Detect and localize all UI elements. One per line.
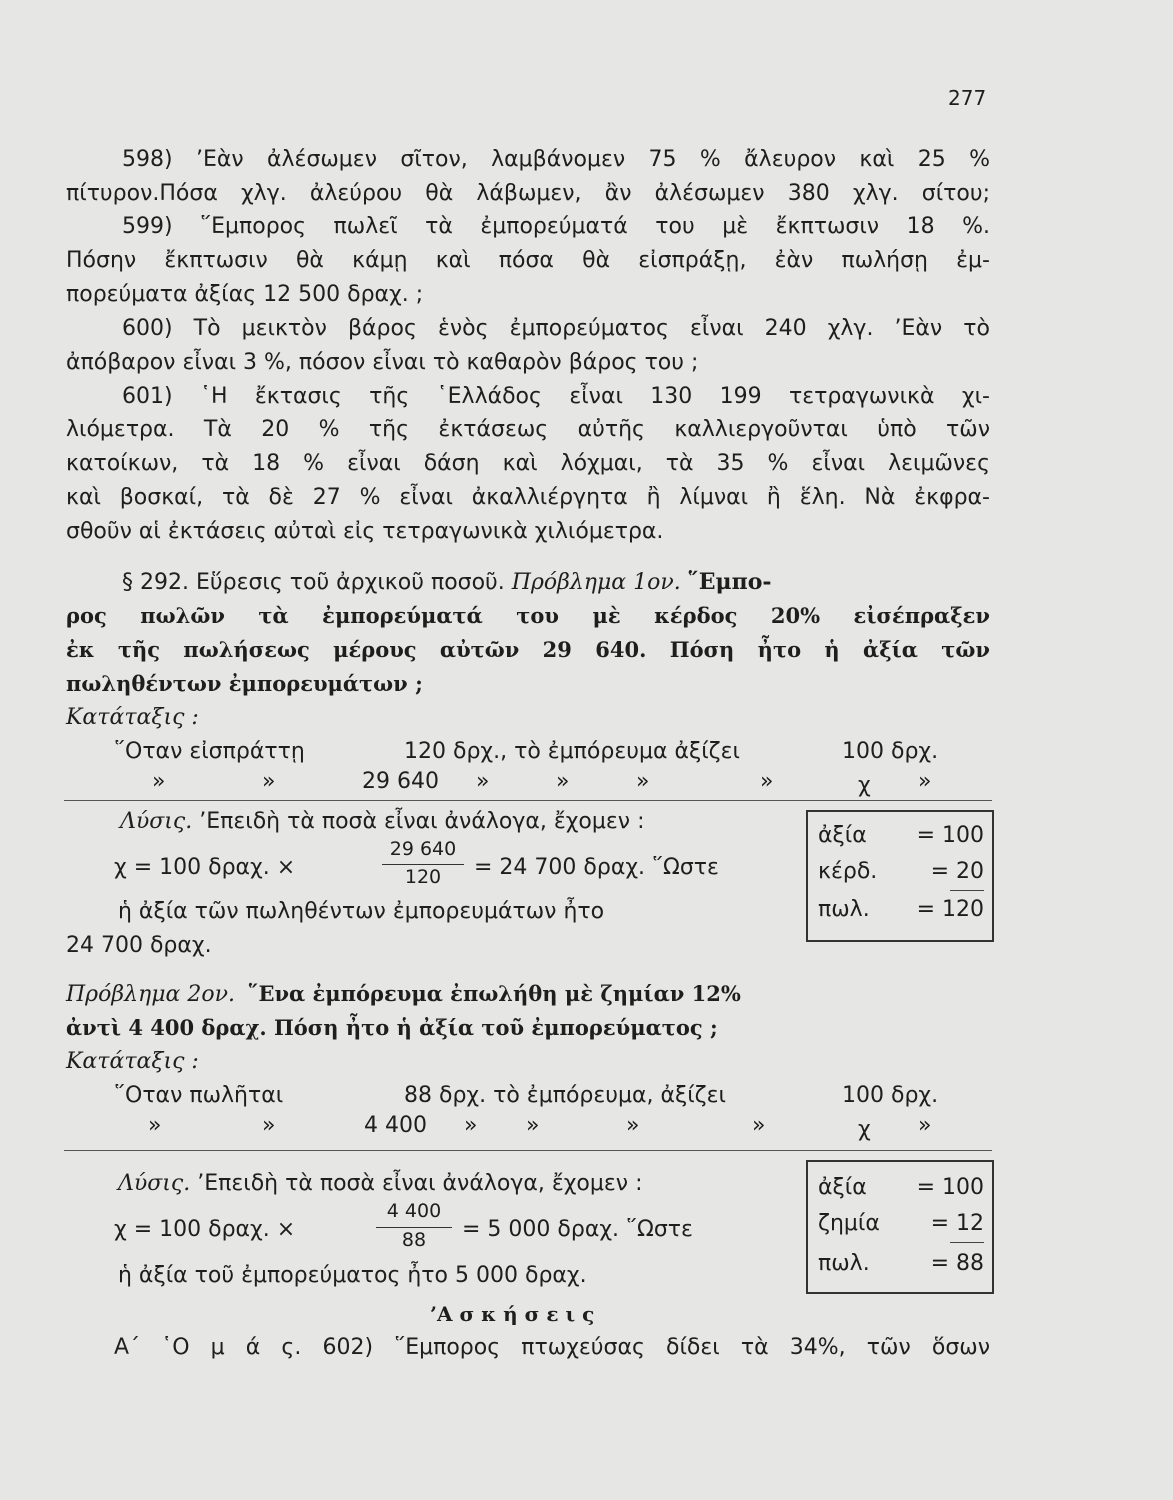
problem-1-lysis-line: [120, 806, 644, 838]
problem-1-label: Πρόβλημα 1ον.: [511, 570, 681, 595]
problem-2-fraction-bar: [376, 1227, 452, 1228]
exercise-601-line-5: σθοῦν αἱ ἐκτάσεις αὐταὶ εἰς τετραγωνικὰ χιλιόμετρα.: [66, 519, 664, 544]
summary-underline: [950, 1242, 984, 1243]
problem-2-text-a: ῞Ενα ἐμπόρευμα ἐπωλήθη μὲ ζημίαν 12%: [247, 981, 741, 1006]
problem-1-row-2-q1: »: [152, 769, 166, 794]
problem-2-row-2-q5: »: [626, 1113, 640, 1138]
problem-2-conclusion-1: ἡ ἀξία τοῦ ἐμπορεύματος ἦτο 5 000 δραχ.: [118, 1263, 587, 1288]
page-number: 277: [948, 86, 987, 110]
problem-1-fraction-denominator: 120: [404, 866, 442, 888]
exercise-600-line-1: 600) Τὸ μεικτὸν βάρος ἑνὸς ἐμπορεύματος εἶναι 240 χλγ. ’Εὰν τὸ: [122, 316, 990, 341]
askiseis-group: Α΄ ῾Ο μ ά ς.: [114, 1335, 302, 1360]
problem-2-row-2-q2: »: [262, 1113, 276, 1138]
problem-1-fraction-numerator: 29 640: [389, 838, 457, 860]
problem-2-row-2-q4: »: [526, 1113, 540, 1138]
problem-1-summary-box: [806, 810, 994, 942]
problem-2-row-2-x: χ: [858, 1117, 871, 1142]
summary-row: κέρδ. = 20: [818, 859, 984, 884]
problem-2-fraction-denominator: 88: [401, 1229, 427, 1251]
exercise-601-line-2: λιόμετρα. Τὰ 20 % τῆς ἐκτάσεως αὐτῆς καλλιεργοῦνται ὑπὸ τῶν: [66, 417, 990, 442]
problem-1-row-1-b: 120 δρχ., τὸ ἐμπόρευμα ἀξίζει: [404, 739, 740, 764]
problem-2-row-2-q3: »: [464, 1113, 478, 1138]
askiseis-heading: ’Α σ κ ή σ ε ι ς: [430, 1302, 595, 1326]
problem-1-row-2-value: 29 640: [362, 769, 439, 794]
problem-2-lysis-label: Λύσις.: [118, 1171, 191, 1196]
problem-2-label: Πρόβλημα 2ον.: [66, 982, 235, 1007]
problem-2-equation-right: = 5 000 δραχ. ῞Ωστε: [462, 1217, 693, 1242]
exercise-601-line-4: καὶ βοσκαί, τὰ δὲ 27 % εἶναι ἀκαλλιέργητα ἢ λίμναι ἢ ἕλη. Νὰ ἐκφρα-: [66, 485, 990, 510]
problem-2-katataxis: Κατάταξις :: [66, 1049, 199, 1074]
summary-row: πωλ. = 120: [818, 897, 984, 922]
problem-1-conclusion-1: ἡ ἀξία τῶν πωληθέντων ἐμπορευμάτων ἦτο: [118, 899, 605, 924]
exercise-598-line-2: πίτυρον.Πόσα χλγ. ἀλεύρου θὰ λάβωμεν, ἂν ἀλέσωμεν 380 χλγ. σίτου;: [66, 181, 990, 206]
problem-2-lysis-text: ’Επειδὴ τὰ ποσὰ εἶναι ἀνάλογα, ἔχομεν :: [197, 1171, 643, 1196]
problem-2-fraction-numerator: 4 400: [386, 1200, 442, 1222]
problem-1-text-a: ῞Εμπο-: [687, 569, 772, 595]
problem-1-row-1-c: 100 δρχ.: [842, 739, 939, 764]
exercise-599-line-2: Πόσην ἔκπτωσιν θὰ κάμῃ καὶ πόσα θὰ εἰσπράξῃ, ἐὰν πωλήσῃ ἐμ-: [66, 248, 990, 273]
problem-1-row-2-q5: »: [636, 769, 650, 794]
problem-2-line-a: [66, 978, 990, 1011]
problem-1-lysis-text: ’Επειδὴ τὰ ποσὰ εἶναι ἀνάλογα, ἔχομεν :: [199, 809, 645, 834]
problem-1-row-2-x: χ: [858, 773, 871, 798]
problem-2-row-2-q1: »: [148, 1113, 162, 1138]
problem-1-row-2-q6: »: [760, 769, 774, 794]
section-heading-line: [66, 566, 990, 599]
summary-row: ἀξία = 100: [818, 1175, 984, 1200]
exercise-599-line-3: πορεύματα ἀξίας 12 500 δραχ. ;: [66, 282, 424, 307]
problem-1-lysis-label: Λύσις.: [120, 809, 193, 834]
problem-1-text-c: ἐκ τῆς πωλήσεως μέρους αὐτῶν 29 640. Πόση ἦτο ἡ ἀξία τῶν: [66, 637, 990, 662]
problem-1-row-2-q4: »: [556, 769, 570, 794]
exercise-598-line-1: 598) ’Εὰν ἀλέσωμεν σῖτον, λαμβάνομεν 75 % ἄλευρον καὶ 25 %: [122, 147, 990, 172]
problem-2-row-2-value: 4 400: [364, 1113, 427, 1138]
problem-2-row-1-c: 100 δρχ.: [842, 1083, 939, 1108]
problem-1-row-2-q3: »: [476, 769, 490, 794]
problem-1-text-b: ρος πωλῶν τὰ ἐμπορεύματά του μὲ κέρδος 20% εἰσέπραξεν: [66, 603, 990, 628]
problem-1-conclusion-2: 24 700 δραχ.: [66, 933, 212, 958]
problem-2-row-2-q6: »: [752, 1113, 766, 1138]
problem-1-row-1-a: ῞Οταν εἰσπράττῃ: [114, 739, 305, 764]
problem-2-row-1-a: ῞Οταν πωλῆται: [114, 1083, 284, 1108]
summary-underline: [950, 890, 984, 891]
problem-1-katataxis: Κατάταξις :: [66, 705, 199, 730]
summary-row: ἀξία = 100: [818, 823, 984, 848]
exercise-600-line-2: ἀπόβαρον εἶναι 3 %, πόσον εἶναι τὸ καθαρὸν βάρος του ;: [66, 350, 699, 375]
problem-1-equation-right: = 24 700 δραχ. ῞Ωστε: [474, 855, 719, 880]
problem-1-text-d: πωληθέντων ἐμπορευμάτων ;: [66, 671, 423, 696]
problem-1-fraction-bar: [382, 864, 464, 865]
problem-2-row-2-q7: »: [918, 1113, 932, 1138]
problem-2-separator: [64, 1150, 992, 1151]
exercise-601-line-1: 601) ῾Η ἔκτασις τῆς ῾Ελλάδος εἶναι 130 199 τετραγωνικὰ χι-: [122, 384, 990, 409]
summary-row: ζημία = 12: [818, 1211, 984, 1236]
exercise-599-line-1: 599) ῞Εμπορος πωλεῖ τὰ ἐμπορεύματά του μὲ ἔκπτωσιν 18 %.: [122, 214, 990, 239]
askiseis-line: [66, 1332, 990, 1364]
problem-2-summary-box: [806, 1160, 994, 1294]
problem-2-lysis-line: [118, 1168, 642, 1200]
problem-2-row-1-b: 88 δρχ. τὸ ἐμπόρευμα, ἀξίζει: [404, 1083, 726, 1108]
problem-1-separator: [64, 800, 992, 801]
problem-1-row-2-q2: »: [262, 769, 276, 794]
problem-1-equation-left: χ = 100 δραχ. ×: [114, 855, 296, 880]
exercise-601-line-3: κατοίκων, τὰ 18 % εἶναι δάση καὶ λόχμαι, τὰ 35 % εἶναι λειμῶνες: [66, 451, 990, 476]
section-heading: § 292. Εὕρεσις τοῦ ἀρχικοῦ ποσοῦ.: [122, 570, 505, 595]
summary-row: πωλ. = 88: [818, 1251, 984, 1276]
problem-1-row-2-q7: »: [918, 769, 932, 794]
askiseis-text: 602) ῞Εμπορος πτωχεύσας δίδει τὰ 34%, τῶν ὅσων: [322, 1335, 990, 1360]
problem-2-equation-left: χ = 100 δραχ. ×: [114, 1217, 296, 1242]
problem-2-text-b: ἀντὶ 4 400 δραχ. Πόση ἦτο ἡ ἀξία τοῦ ἐμπορεύματος ;: [66, 1015, 718, 1040]
